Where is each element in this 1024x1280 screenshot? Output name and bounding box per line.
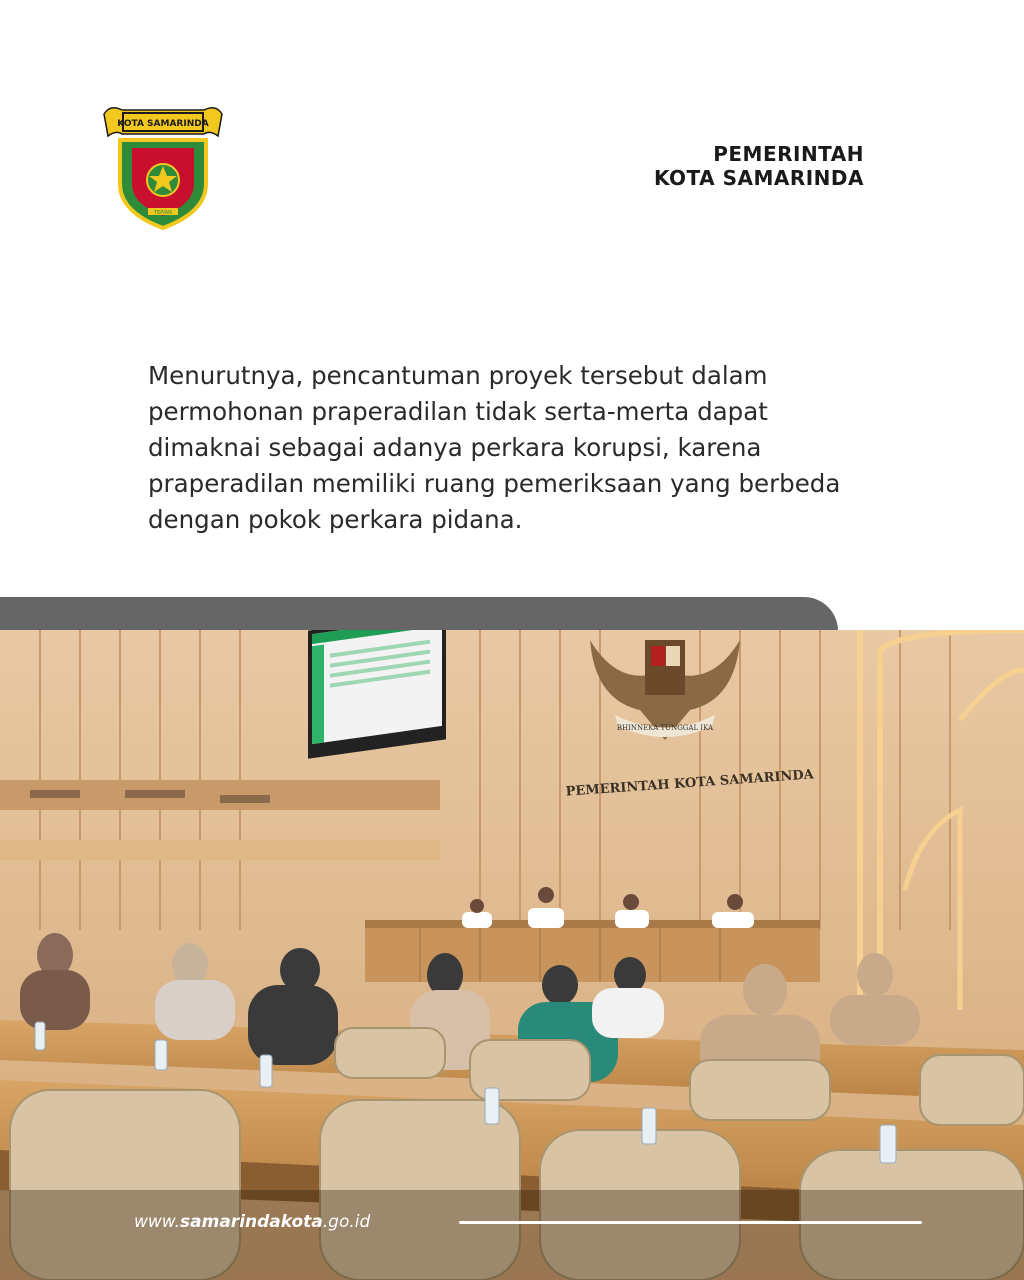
organization-title: [654, 142, 864, 190]
website-url[interactable]: [134, 1212, 370, 1232]
kota-samarinda-emblem-icon: [100, 100, 226, 230]
emblem-motto-text: BHINNEKA TUNGGAL IKA: [616, 724, 714, 732]
wall-sign-text: PEMERINTAH KOTA SAMARINDA: [565, 767, 815, 800]
url-domain: samarindakota: [180, 1212, 323, 1232]
url-prefix: www.: [134, 1212, 181, 1232]
organization-line-1: PEMERINTAH: [713, 142, 864, 166]
url-suffix: .go.id: [322, 1212, 371, 1232]
footer-divider: [459, 1221, 922, 1224]
emblem-banner-label: KOTA SAMARINDA: [117, 119, 209, 129]
article-paragraph: Menurutnya, pencantuman proyek tersebut dalam permohonan praperadilan tidak serta-merta dapat dimaknai sebagai adanya perkara korupsi, karena praperadilan memiliki ruang pemeriksaan yang berbeda dengan pokok perkara pidana.: [148, 361, 841, 534]
meeting-room-photo: [0, 630, 1024, 1280]
emblem-motto: TEPIAN: [154, 210, 172, 216]
organization-line-2: KOTA SAMARINDA: [653, 166, 864, 190]
city-emblem-logo: [100, 100, 226, 230]
